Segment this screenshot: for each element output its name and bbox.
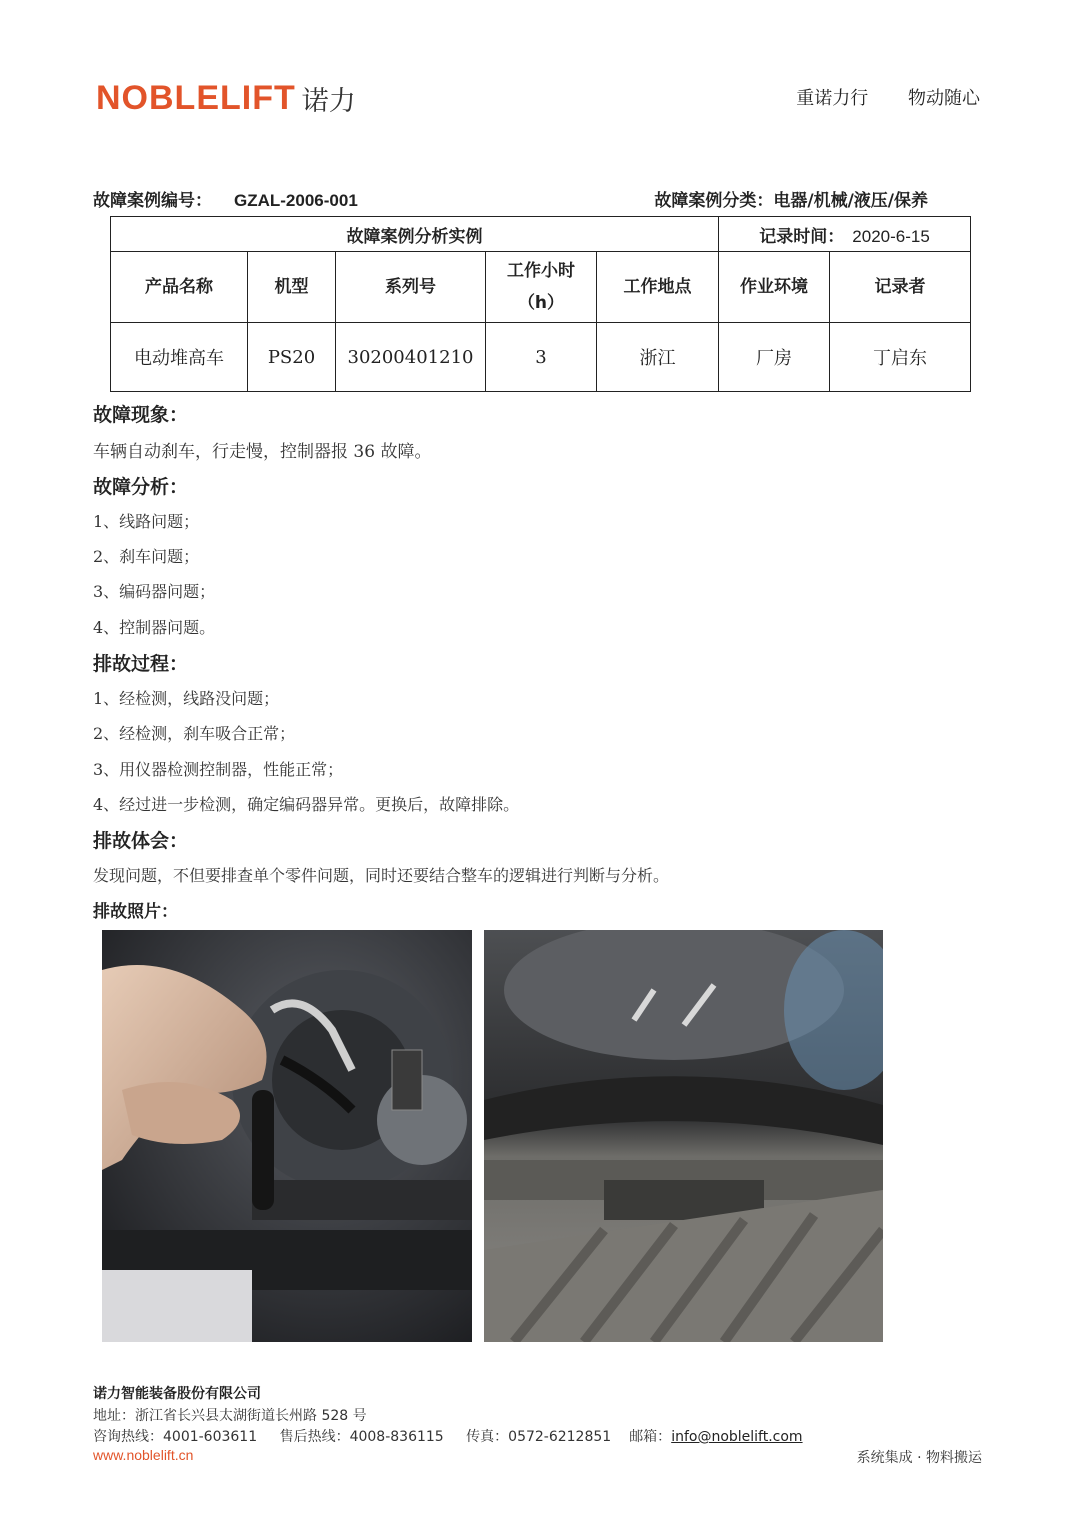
header-hours: 工作小时 （h） (486, 252, 597, 323)
company-logo (96, 78, 356, 118)
slogan-1: 重诺力行 (796, 88, 869, 109)
process-item-1: 1、经检测，线路没问题； (93, 689, 280, 708)
logo-latin: NOBLELIFT (96, 78, 296, 117)
process-item-4: 4、经过进一步检测，确定编码器异常。更换后，故障排除。 (93, 795, 520, 814)
footer-contact (93, 1426, 803, 1446)
table-header-row (111, 252, 971, 323)
table-title: 故障案例分析实例 (111, 217, 719, 252)
experience-title: 排故体会： (93, 830, 189, 852)
table-title-row (111, 217, 971, 252)
header-recorder: 记录者 (830, 252, 971, 323)
footer-address: 地址：浙江省长兴县太湖街道长州路 528 号 (93, 1408, 367, 1424)
process-item-2: 2、经检测，刹车吸合正常； (93, 724, 296, 743)
case-number: 故障案例编号： GZAL-2006-001 (93, 191, 358, 211)
analysis-title: 故障分析： (93, 476, 189, 498)
phenomenon-title: 故障现象： (93, 404, 189, 426)
header-product: 产品名称 (111, 252, 248, 323)
header-serial: 系列号 (336, 252, 486, 323)
footer-company: 诺力智能装备股份有限公司 (93, 1386, 261, 1402)
record-time: 记录时间： 2020-6-15 (719, 217, 971, 252)
cell-hours: 3 (486, 323, 597, 392)
logo-cn: 诺力 (301, 85, 356, 117)
table-row (111, 323, 971, 392)
case-info-table (110, 216, 971, 392)
header-location: 工作地点 (597, 252, 719, 323)
process-item-3: 3、用仪器检测控制器，性能正常； (93, 760, 344, 779)
cell-serial: 30200401210 (336, 323, 486, 392)
case-number-value: GZAL-2006-001 (234, 191, 358, 210)
experience-text: 发现问题，不但要排查单个零件问题，同时还要结合整车的逻辑进行判断与分析。 (93, 866, 670, 885)
cell-recorder: 丁启东 (830, 323, 971, 392)
analysis-item-2: 2、刹车问题； (93, 547, 200, 566)
cell-location: 浙江 (597, 323, 719, 392)
footer-tagline: 系统集成 · 物料搬运 (856, 1450, 982, 1466)
analysis-item-4: 4、控制器问题。 (93, 618, 216, 637)
case-category: 故障案例分类：电器/机械/液压/保养 (654, 191, 928, 211)
footer-fax: 传真：0572-6212851 (466, 1429, 612, 1445)
process-title: 排故过程： (93, 653, 189, 675)
footer-hotline: 咨询热线：4001-603611 (93, 1429, 258, 1445)
case-category-value: 电器/机械/液压/保养 (773, 191, 928, 211)
cell-environment: 厂房 (719, 323, 830, 392)
photos-title: 排故照片： (93, 902, 178, 922)
footer-email-label: 邮箱： (629, 1429, 672, 1445)
footer-email-link[interactable]: info@noblelift.com (671, 1429, 803, 1445)
footer-website[interactable]: www.noblelift.cn (93, 1447, 194, 1463)
cell-model: PS20 (248, 323, 336, 392)
footer-service: 售后热线：4008-836115 (279, 1429, 444, 1445)
slogan-2: 物动随心 (908, 88, 980, 109)
header-environment: 作业环境 (719, 252, 830, 323)
header-model: 机型 (248, 252, 336, 323)
phenomenon-text: 车辆自动刹车，行走慢，控制器报 36 故障。 (93, 442, 432, 462)
analysis-item-1: 1、线路问题； (93, 512, 200, 531)
troubleshooting-photo-1 (102, 930, 472, 1342)
header-slogan (776, 84, 980, 110)
cell-product: 电动堆高车 (111, 323, 248, 392)
analysis-item-3: 3、编码器问题； (93, 582, 216, 601)
troubleshooting-photo-2 (484, 930, 883, 1342)
